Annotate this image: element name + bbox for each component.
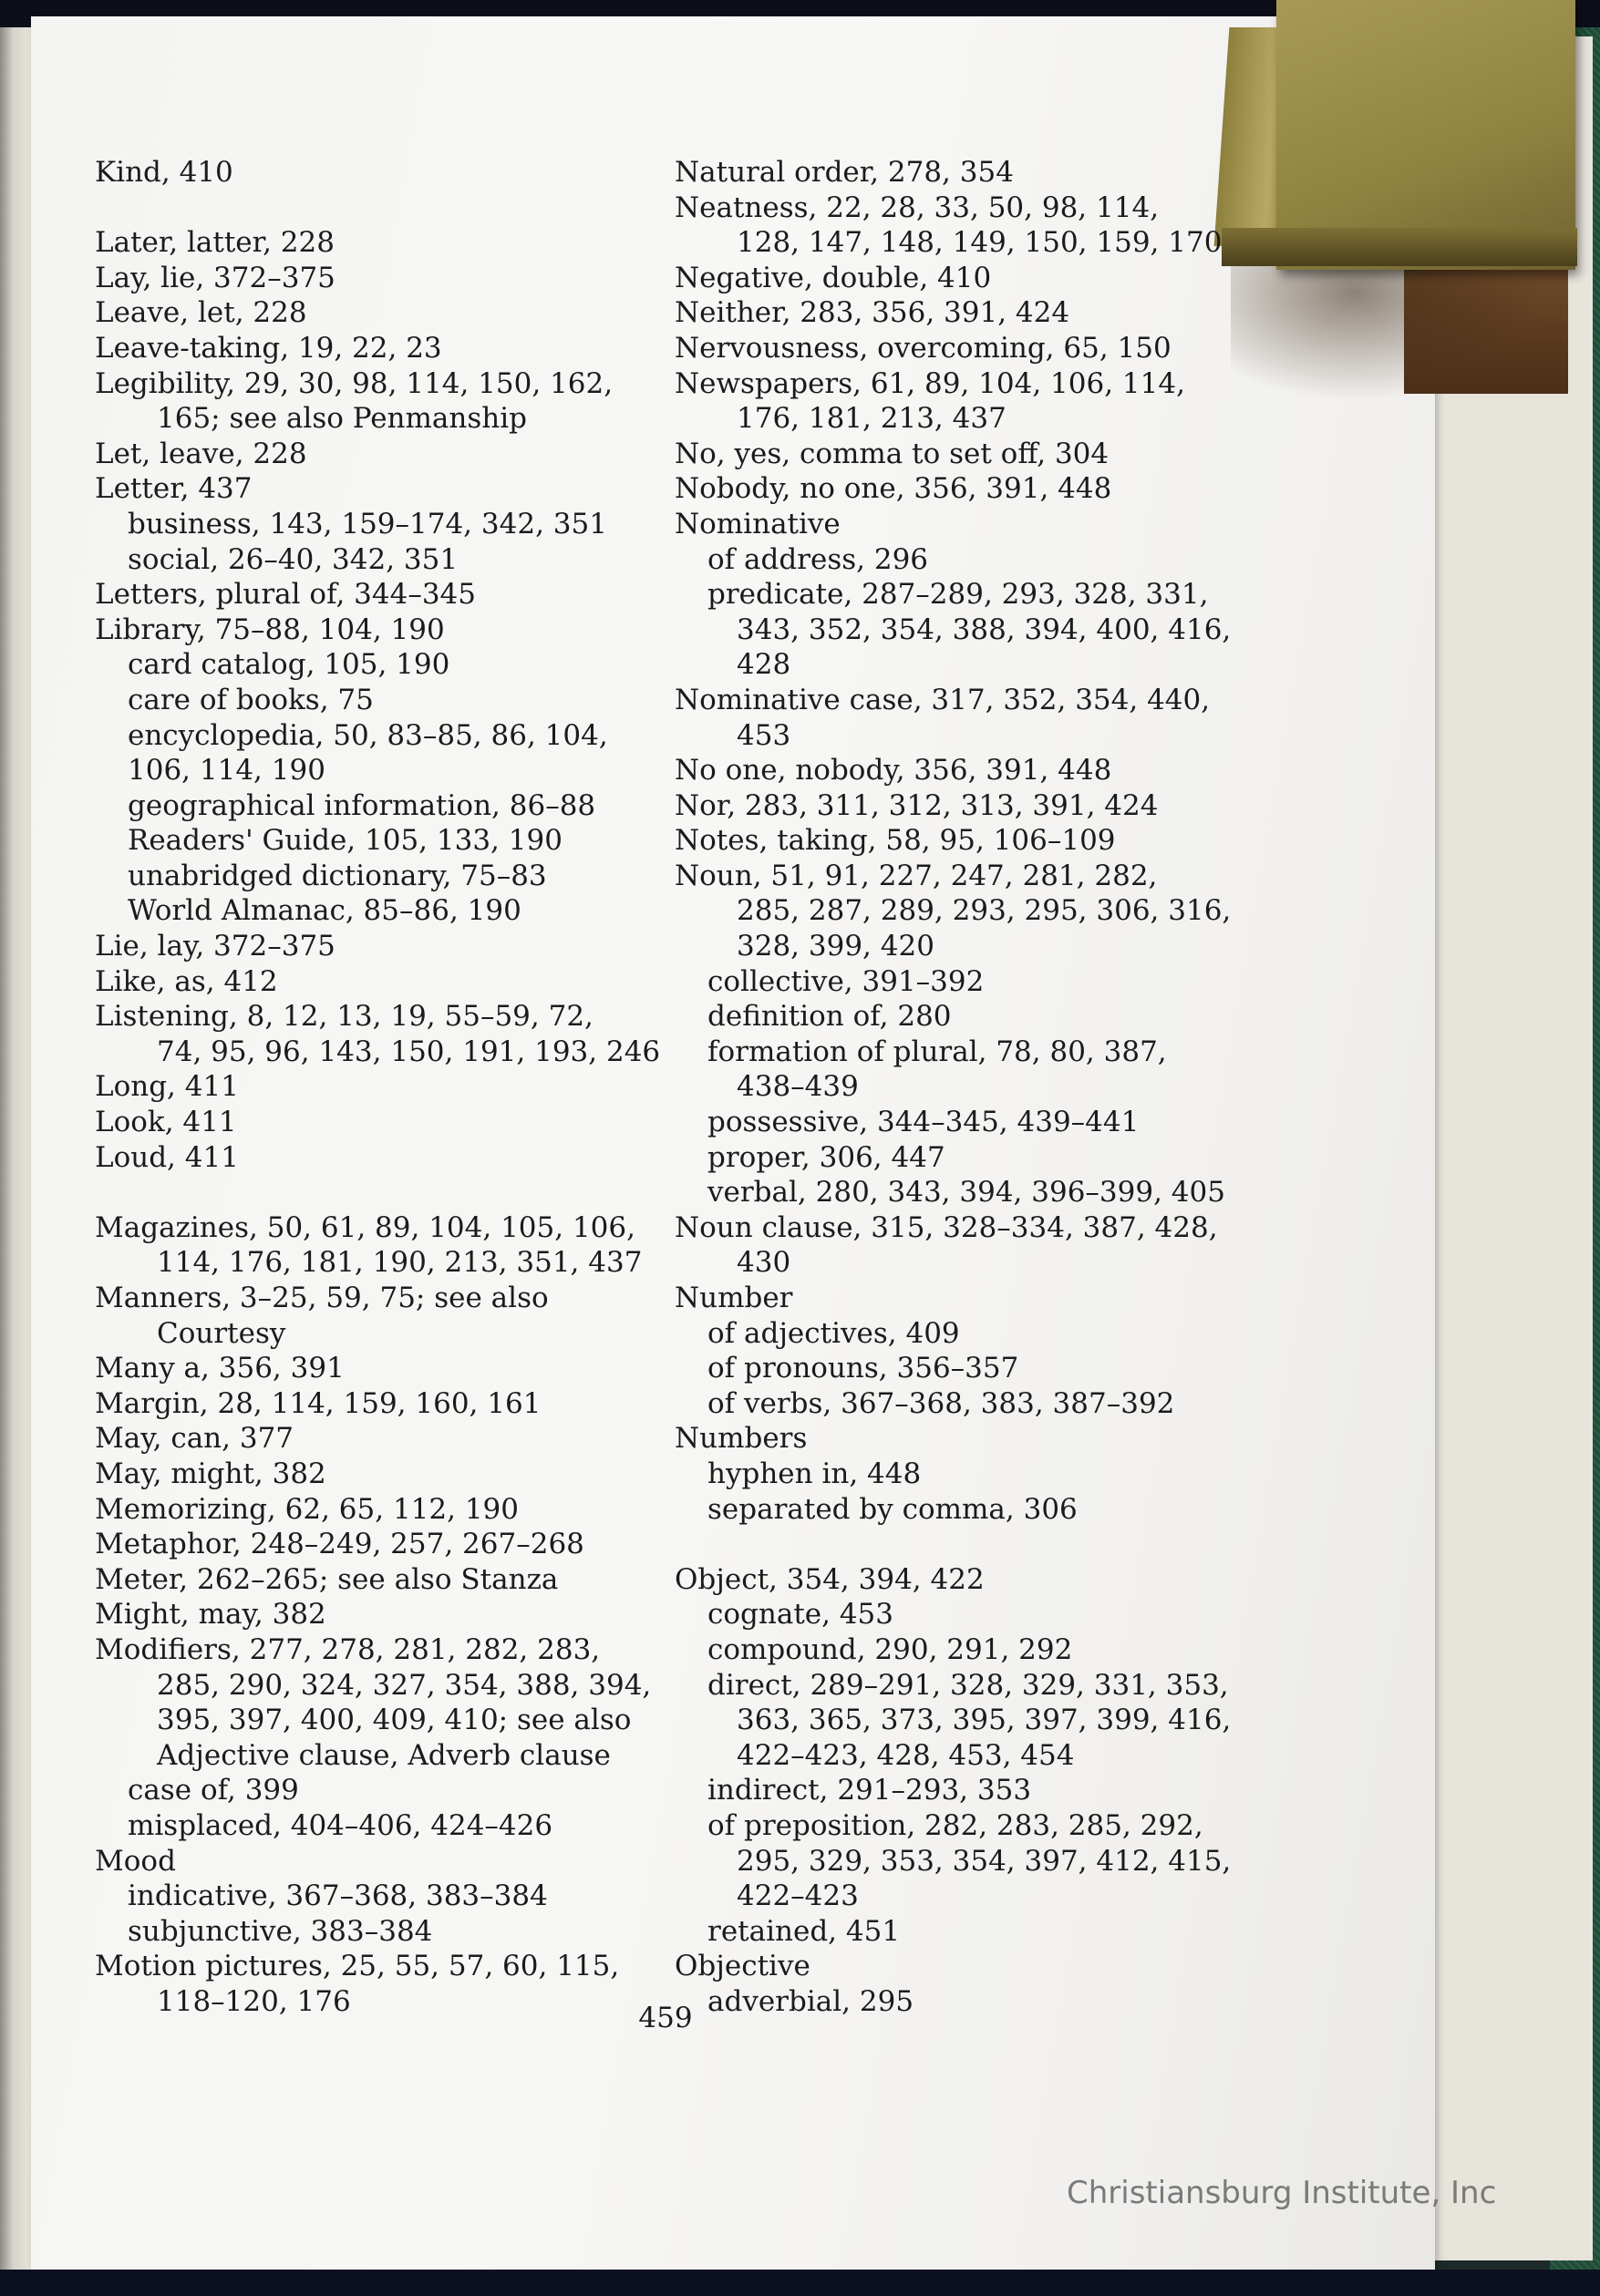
index-entry: Nor, 283, 311, 312, 313, 391, 424	[675, 788, 1159, 822]
index-entry: Look, 411	[95, 1106, 237, 1139]
index-entry: May, can, 377	[95, 1422, 294, 1456]
index-continuation: 395, 397, 400, 409, 410; see also	[157, 1704, 632, 1737]
index-subentry: Readers' Guide, 105, 133, 190	[128, 824, 563, 858]
index-entry: Number	[675, 1282, 793, 1314]
index-entry: Leave, let, 228	[95, 296, 307, 330]
index-subentry: formation of plural, 78, 80, 387,	[707, 1035, 1167, 1068]
index-subentry: World Almanac, 85–86, 190	[128, 894, 521, 928]
index-continuation: 118–120, 176	[157, 1984, 351, 2018]
index-entry: Let, leave, 228	[95, 437, 307, 470]
index-subentry: proper, 306, 447	[707, 1140, 945, 1174]
index-entry: Many a, 356, 391	[95, 1352, 345, 1385]
index-subentry: of verbs, 367–368, 383, 387–392	[707, 1386, 1175, 1420]
index-entry: Leave-taking, 19, 22, 23	[95, 331, 442, 365]
index-entry: Margin, 28, 114, 159, 160, 161	[95, 1386, 542, 1420]
index-subentry: geographical information, 86–88	[128, 788, 596, 822]
index-continuation: 428	[737, 648, 791, 682]
index-continuation: 74, 95, 96, 143, 150, 191, 193, 246	[157, 1035, 661, 1068]
index-entry: Nominative	[675, 507, 841, 541]
index-gap	[95, 1175, 651, 1210]
index-subentry: predicate, 287–289, 293, 328, 331,	[707, 578, 1209, 612]
index-subentry: unabridged dictionary, 75–83	[128, 859, 547, 892]
index-continuation: 114, 176, 181, 190, 213, 351, 437	[157, 1246, 643, 1280]
index-gap	[675, 1527, 1222, 1562]
index-subentry: retained, 451	[707, 1914, 901, 1948]
index-subentry: business, 143, 159–174, 342, 351	[128, 507, 607, 541]
index-continuation: 453	[737, 718, 791, 752]
paper-clip-lip	[1222, 228, 1577, 266]
index-subentry: care of books, 75	[128, 683, 374, 716]
index-subentry: collective, 391–392	[707, 964, 985, 998]
index-entry: Later, latter, 228	[95, 226, 335, 260]
index-continuation: 422–423, 428, 453, 454	[737, 1738, 1075, 1772]
index-entry: Natural order, 278, 354	[675, 156, 1014, 189]
index-entry: Kind, 410	[95, 156, 233, 189]
index-entry: Neither, 283, 356, 391, 424	[675, 296, 1070, 330]
index-entry: Memorizing, 62, 65, 112, 190	[95, 1492, 519, 1526]
index-entry: Might, may, 382	[95, 1598, 326, 1632]
index-entry: Neatness, 22, 28, 33, 50, 98, 114,	[675, 190, 1160, 224]
index-subentry: misplaced, 404–406, 424–426	[128, 1808, 553, 1842]
index-subentry: separated by comma, 306	[707, 1492, 1078, 1526]
index-continuation: 285, 290, 324, 327, 354, 388, 394,	[157, 1668, 652, 1702]
index-entry: Like, as, 412	[95, 964, 278, 998]
index-subentry: cognate, 453	[707, 1598, 893, 1632]
index-entry: Negative, double, 410	[675, 261, 992, 294]
index-entry: No one, nobody, 356, 391, 448	[675, 754, 1112, 788]
index-continuation: Adjective clause, Adverb clause	[157, 1738, 611, 1772]
index-entry: Letter, 437	[95, 472, 253, 506]
index-subentry: of preposition, 282, 283, 285, 292,	[707, 1808, 1203, 1842]
index-subentry: adverbial, 295	[707, 1984, 914, 2018]
index-continuation: 430	[737, 1246, 791, 1280]
page-number: 459	[638, 2002, 693, 2034]
index-continuation: 295, 329, 353, 354, 397, 412, 415,	[737, 1844, 1232, 1878]
index-subentry: indirect, 291–293, 353	[707, 1774, 1032, 1807]
index-subentry: card catalog, 105, 190	[128, 648, 450, 682]
index-entry: Meter, 262–265; see also Stanza	[95, 1562, 559, 1596]
index-subentry: definition of, 280	[707, 1000, 952, 1034]
index-entry: Notes, taking, 58, 95, 106–109	[675, 824, 1116, 858]
index-continuation: 422–423	[737, 1879, 859, 1913]
book-spine-edge	[0, 27, 33, 2270]
index-subentry: indicative, 367–368, 383–384	[128, 1879, 548, 1913]
index-entry: Legibility, 29, 30, 98, 114, 150, 162,	[95, 366, 614, 400]
index-subentry: social, 26–40, 342, 351	[128, 542, 459, 576]
index-entry: Mood	[95, 1844, 176, 1878]
index-continuation: 128, 147, 148, 149, 150, 159, 170	[737, 226, 1223, 260]
index-entry: No, yes, comma to set off, 304	[675, 437, 1110, 470]
index-entry: Nervousness, overcoming, 65, 150	[675, 331, 1172, 365]
index-continuation: 176, 181, 213, 437	[737, 402, 1006, 436]
index-entry: Long, 411	[95, 1070, 239, 1104]
index-entry: Letters, plural of, 344–345	[95, 578, 477, 612]
index-entry: Numbers	[675, 1422, 808, 1456]
index-entry: Lay, lie, 372–375	[95, 261, 335, 294]
index-entry: Metaphor, 248–249, 257, 267–268	[95, 1528, 584, 1561]
index-subentry: encyclopedia, 50, 83–85, 86, 104,	[128, 718, 608, 752]
index-entry: Nobody, no one, 356, 391, 448	[675, 472, 1112, 506]
index-entry: Modifiers, 277, 278, 281, 282, 283,	[95, 1632, 601, 1666]
index-subentry: direct, 289–291, 328, 329, 331, 353,	[707, 1668, 1229, 1702]
watermark: Christiansburg Institute, Inc	[1067, 2175, 1497, 2211]
index-entry: Newspapers, 61, 89, 104, 106, 114,	[675, 366, 1185, 400]
index-continuation: 343, 352, 354, 388, 394, 400, 416,	[737, 613, 1232, 646]
index-subentry: possessive, 344–345, 439–441	[707, 1106, 1140, 1139]
index-subentry: verbal, 280, 343, 394, 396–399, 405	[707, 1176, 1225, 1210]
index-subentry: of pronouns, 356–357	[707, 1352, 1019, 1385]
index-entry: Noun clause, 315, 328–334, 387, 428,	[675, 1210, 1218, 1244]
index-entry: Magazines, 50, 61, 89, 104, 105, 106,	[95, 1210, 635, 1244]
index-subentry: of adjectives, 409	[707, 1316, 960, 1350]
index-continuation: 438–439	[737, 1070, 859, 1104]
index-continuation: Courtesy	[157, 1316, 286, 1350]
index-subentry: hyphen in, 448	[707, 1457, 922, 1490]
index-continuation: 285, 287, 289, 293, 295, 306, 316,	[737, 894, 1232, 928]
dark-background-bottom	[0, 2270, 1600, 2296]
index-subentry: compound, 290, 291, 292	[707, 1632, 1073, 1666]
index-column-left	[95, 155, 661, 2019]
index-entry: Noun, 51, 91, 227, 247, 281, 282,	[675, 859, 1158, 892]
index-continuation: 165; see also Penmanship	[157, 402, 527, 436]
index-continuation: 328, 399, 420	[737, 930, 934, 963]
index-entry: Lie, lay, 372–375	[95, 930, 335, 963]
index-entry: Motion pictures, 25, 55, 57, 60, 115,	[95, 1950, 620, 1983]
index-entry: Loud, 411	[95, 1140, 239, 1174]
index-subentry: subjunctive, 383–384	[128, 1914, 433, 1948]
index-gap	[95, 190, 651, 226]
index-entry: Object, 354, 394, 422	[675, 1562, 985, 1596]
index-subentry: of address, 296	[707, 542, 929, 576]
index-entry: Library, 75–88, 104, 190	[95, 613, 445, 646]
index-subentry: case of, 399	[128, 1774, 299, 1807]
index-entry: Listening, 8, 12, 13, 19, 55–59, 72,	[95, 1000, 594, 1034]
index-entry: Manners, 3–25, 59, 75; see also	[95, 1282, 549, 1314]
index-continuation: 363, 365, 373, 395, 397, 399, 416,	[737, 1704, 1232, 1737]
index-entry: May, might, 382	[95, 1457, 326, 1490]
index-column-right	[675, 155, 1232, 2019]
index-subentry: 106, 114, 190	[128, 754, 325, 788]
index-entry: Nominative case, 317, 352, 354, 440,	[675, 683, 1211, 716]
index-entry: Objective	[675, 1950, 810, 1983]
